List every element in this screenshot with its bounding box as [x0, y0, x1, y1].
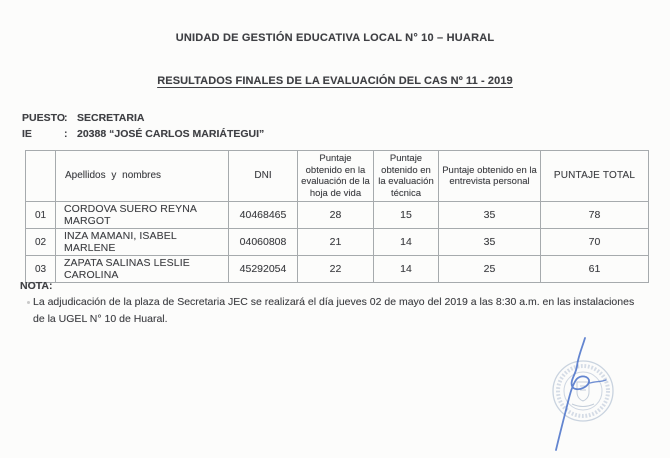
official-seal-and-signature [520, 330, 660, 458]
candidate-dni: 40468465 [229, 202, 298, 229]
document-title: UNIDAD DE GESTIÓN EDUCATIVA LOCAL N° 10 – HUARAL [175, 32, 495, 44]
interview-score: 35 [439, 202, 541, 229]
technical-score: 14 [374, 256, 439, 283]
candidate-name: ZAPATA SALINAS LESLIE CAROLINA [56, 256, 229, 283]
header-number [26, 151, 56, 202]
cv-score: 28 [298, 202, 374, 229]
candidate-dni: 04060808 [229, 229, 298, 256]
header-interview-score: Puntaje obtenido en la entrevista personal [439, 151, 541, 202]
candidate-dni: 45292054 [229, 256, 298, 283]
ie-row [22, 126, 264, 142]
signature-flourish [590, 380, 606, 383]
total-score: 70 [541, 229, 649, 256]
scan-artifact-dot [27, 301, 30, 304]
total-score: 78 [541, 202, 649, 229]
signature-ink [556, 338, 589, 450]
header-technical-score: Puntaje obtenido en la evaluación técnica [374, 151, 439, 202]
header-names: Apellidos y nombres [56, 151, 229, 202]
puesto-label: PUESTO [22, 112, 65, 124]
candidate-name: INZA MAMANI, ISABEL MARLENE [56, 229, 229, 256]
header-cv-score: Puntaje obtenido en la evaluación de la hoja de vida [298, 151, 374, 202]
interview-score: 25 [439, 256, 541, 283]
ie-separator: : [64, 128, 68, 140]
cv-score: 21 [298, 229, 374, 256]
ie-value: 20388 “JOSÉ CARLOS MARIÁTEGUI” [77, 128, 265, 140]
interview-score: 35 [439, 229, 541, 256]
seal-outer-ring [553, 361, 613, 421]
technical-score: 14 [374, 229, 439, 256]
seal-signature-graphic [520, 330, 660, 458]
candidate-name: CORDOVA SUERO REYNA MARGOT [56, 202, 229, 229]
seal-inner-ring [564, 372, 602, 410]
table-header-row [26, 151, 649, 202]
total-score: 61 [541, 256, 649, 283]
seal-banner [572, 404, 594, 407]
puesto-separator: : [64, 112, 68, 124]
note-text: La adjudicación de la plaza de Secretaria JEC se realizará el día jueves 02 de mayo del 2019 a las 8:30 a.m. en las instalaciones de la UGEL N° 10 de Huaral. [33, 296, 635, 325]
header-dni: DNI [229, 151, 298, 202]
note-label: NOTA: [20, 280, 53, 292]
document-subtitle: RESULTADOS FINALES DE LA EVALUACIÓN DEL CAS Nº 11 - 2019 [157, 75, 513, 87]
row-number: 03 [26, 256, 56, 283]
header-total-score: PUNTAJE TOTAL [541, 151, 649, 202]
cv-score: 22 [298, 256, 374, 283]
results-table [25, 150, 649, 283]
document-meta [22, 110, 264, 142]
row-number: 01 [26, 202, 56, 229]
puesto-value: SECRETARIA [77, 112, 145, 124]
row-number: 02 [26, 229, 56, 256]
table-row [26, 229, 649, 256]
puesto-row [22, 110, 264, 126]
table-row [26, 202, 649, 229]
ie-label: IE [22, 128, 32, 140]
table-row [26, 256, 649, 283]
technical-score: 15 [374, 202, 439, 229]
